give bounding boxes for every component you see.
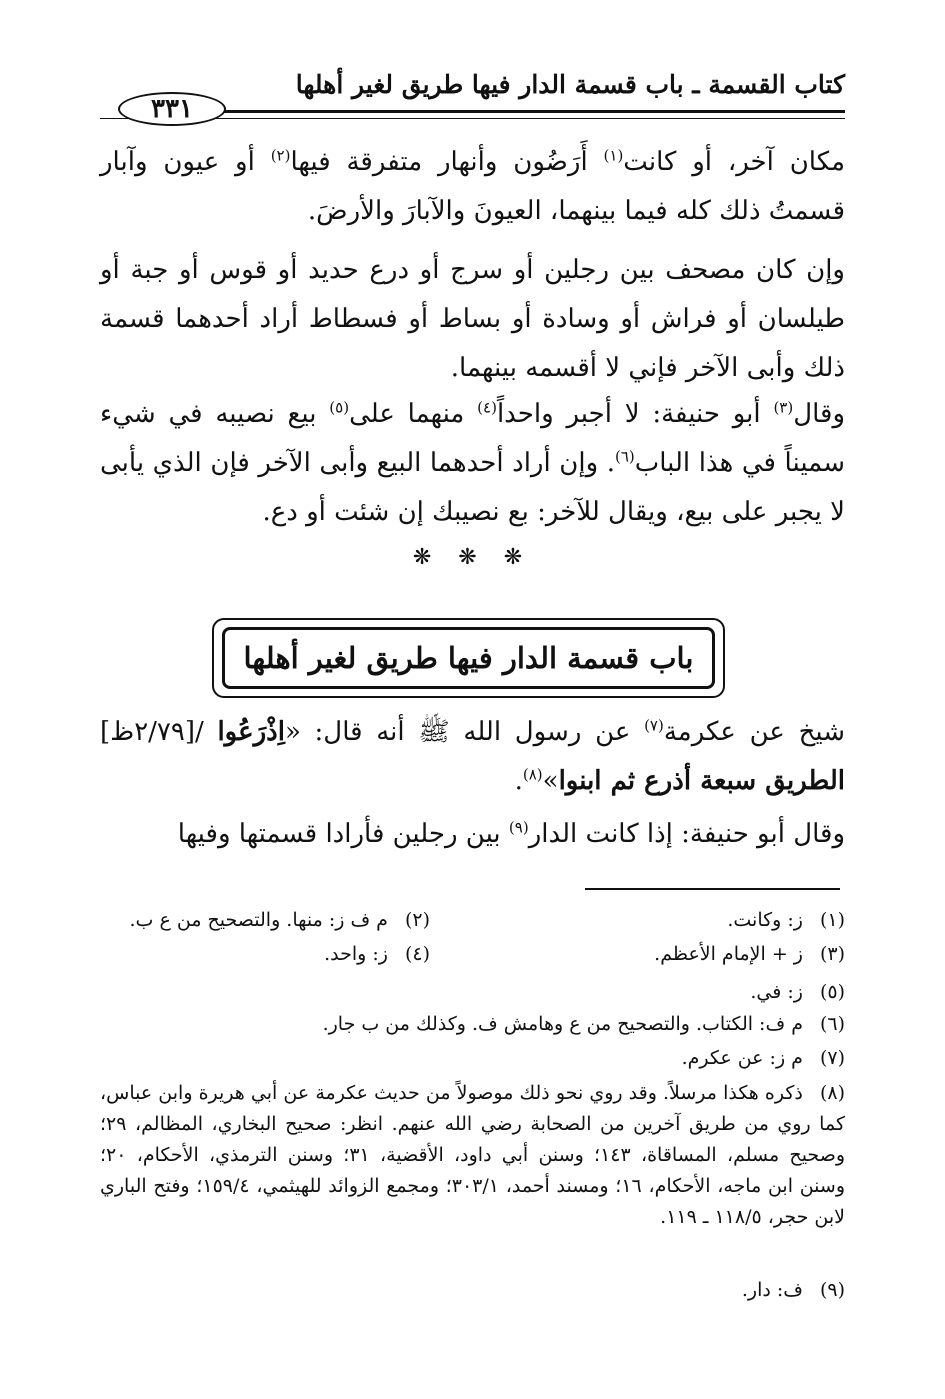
footnote-number: (٩) bbox=[819, 1279, 845, 1301]
footnote-text: ز + الإمام الأعظم. bbox=[654, 943, 803, 965]
text-run: أبو حنيفة: لا أجبر واحداً bbox=[496, 399, 774, 429]
text-run: بيع نصيبه في شيء سميناً في هذا الباب bbox=[100, 399, 845, 478]
footnote-number: (٨) bbox=[819, 1082, 845, 1104]
header-rule-thick bbox=[215, 110, 845, 113]
footnote-text: ز: وكانت. bbox=[727, 909, 803, 931]
footnote-3 bbox=[654, 940, 845, 968]
text-run: بين رجلين فأرادا قسمتها وفيها bbox=[177, 819, 509, 849]
paragraph-hadith bbox=[100, 708, 845, 806]
footnote-number: (٢) bbox=[404, 909, 430, 931]
footnote-4 bbox=[324, 940, 430, 968]
text-run: وقال bbox=[793, 399, 846, 429]
footnote-text: م ف ز: منها. والتصحيح من ع ب. bbox=[129, 909, 388, 931]
footnote-number: (١) bbox=[819, 909, 845, 931]
text-run: . bbox=[514, 766, 523, 796]
text-run: » bbox=[542, 766, 559, 796]
footnote-text: ف: دار. bbox=[741, 1279, 803, 1301]
text-run: . وإن أراد أحدهما البيع وأبى الآخر فإن الذي يأبى لا يجبر على بيع، ويقال للآخر: بع نصيبك إن شئت أو دع. bbox=[100, 448, 845, 527]
footnote-text: م ف: الكتاب. والتصحيح من ع وهامش ف. وكذلك من ب جار. bbox=[322, 1013, 803, 1035]
footnote-number: (٤) bbox=[404, 943, 430, 965]
footnote-text: ز: في. bbox=[750, 981, 803, 1003]
text-run: وقال أبو حنيفة: إذا كانت الدار bbox=[528, 819, 845, 849]
footnote-ref-6: (٦) bbox=[614, 447, 635, 466]
chapter-title: باب قسمة الدار فيها طريق لغير أهلها bbox=[222, 627, 715, 689]
hadith-text: اِذْرَعُوا bbox=[217, 717, 285, 747]
footnote-1 bbox=[727, 906, 845, 934]
footnote-text: م ز: عن عكرم. bbox=[681, 1047, 803, 1069]
text-run: عن رسول الله ﷺ أنه قال: « bbox=[284, 717, 645, 747]
hadith-text: الطريق سبعة أذرع ثم ابنوا bbox=[558, 766, 845, 796]
chapter-title-frame bbox=[212, 618, 725, 698]
paragraph-6 bbox=[100, 810, 845, 859]
footnote-ref-8: (٨) bbox=[522, 765, 543, 784]
folio-marker: /[٢/٧٩ظ] bbox=[100, 717, 218, 747]
text-run: أَرَضُون وأنهار متفرقة فيها bbox=[290, 147, 604, 177]
footnote-number: (٧) bbox=[819, 1047, 845, 1069]
footnote-6 bbox=[323, 1010, 845, 1038]
footnote-ref-7: (٧) bbox=[644, 716, 664, 735]
footnote-number: (٦) bbox=[819, 1013, 845, 1035]
footnote-ref-5: (٥) bbox=[329, 398, 350, 417]
page-number: ٣٣١ bbox=[118, 92, 226, 126]
section-separator: ❋ ❋ ❋ bbox=[412, 545, 533, 570]
footnote-ref-1: (١) bbox=[603, 146, 624, 165]
footnote-rule bbox=[585, 888, 840, 890]
footnote-text: ز: واحد. bbox=[324, 943, 388, 965]
paragraph-3 bbox=[100, 390, 845, 537]
footnote-ref-2: (٢) bbox=[270, 146, 291, 165]
running-title: كتاب القسمة ـ باب قسمة الدار فيها طريق لغير أهلها bbox=[295, 70, 845, 99]
text-run: منهما على bbox=[349, 399, 478, 429]
footnote-text: ذكره هكذا مرسلاً. وقد روي نحو ذلك موصولاً من حديث عكرمة عن أبي هريرة وابن عباس، كما روي من طريق آخرين من الصحابة رضي الله عنهم. انظر: صحيح البخاري، المظالم، ٢٩؛ وصحيح مسلم، المساقاة، ١٤٣؛ وسنن أبي داود، الأقضية، ٣١؛ وسنن الترمذي، الأحكام، ٢٠؛ وسنن ابن ماجه، الأحكام، ١٦؛ ومسند أحمد، ٣٠٣/١؛ ومجمع الزوائد للهيثمي، ١٥٩/٤؛ وفتح الباري لابن حجر، ١١٨/٥ ـ ١١٩. bbox=[100, 1082, 846, 1228]
text-run: مكان آخر، أو كانت bbox=[623, 147, 845, 177]
paragraph-1 bbox=[100, 138, 845, 236]
footnote-number: (٣) bbox=[819, 943, 845, 965]
footnote-8 bbox=[100, 1078, 845, 1233]
footnote-ref-9: (٩) bbox=[508, 818, 529, 837]
footnote-9 bbox=[742, 1276, 845, 1304]
footnote-5 bbox=[750, 978, 845, 1006]
footnote-ref-3: (٣) bbox=[773, 398, 794, 417]
text-run: أو عيون وآبار قسمتُ ذلك كله فيما بينهما، العيونَ والآبارَ والأرضَ. bbox=[100, 147, 845, 226]
footnote-number: (٥) bbox=[819, 981, 845, 1003]
text-run: شيخ عن عكرمة bbox=[663, 717, 845, 747]
paragraph-2: وإن كان مصحف بين رجلين أو سرج أو درع حديد أو قوس أو جبة أو طيلسان أو فراش أو وسادة أو بساط أو فسطاط أراد أحدهما قسمة ذلك وأبى الآخر فإني لا أقسمه بينهما. bbox=[100, 255, 845, 383]
footnote-7 bbox=[682, 1044, 845, 1072]
footnote-2 bbox=[130, 906, 430, 934]
footnote-ref-4: (٤) bbox=[477, 398, 497, 417]
